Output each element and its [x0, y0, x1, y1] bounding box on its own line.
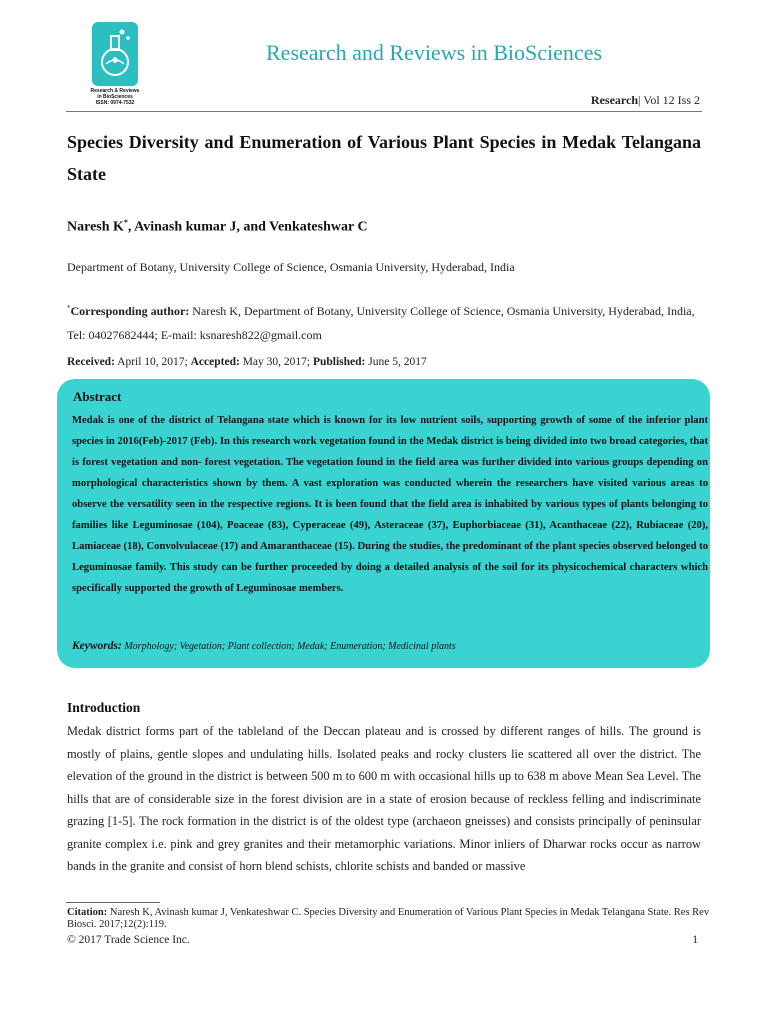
received-date: April 10, 2017;	[114, 356, 191, 368]
copyright: © 2017 Trade Science Inc.	[67, 934, 190, 946]
page-number: 1	[692, 934, 698, 946]
published-label: Published:	[312, 356, 366, 368]
logo-line: Research & Reviews	[90, 88, 140, 94]
keywords-list: Morphology; Vegetation; Plant collection; Medak; Enumeration; Medicinal plants	[121, 641, 456, 652]
article-title: Species Diversity and Enumeration of Various Plant Species in Medak Telangana State	[67, 132, 701, 184]
logo-text	[80, 88, 150, 106]
citation	[67, 907, 717, 931]
logo-issn: ISSN: 0974-7532	[95, 100, 135, 106]
corr-mark: *	[67, 304, 71, 312]
introduction-body: Medak district forms part of the tableland of the Deccan plateau and is crossed by different ranges of hills. The ground is mostly of plains, gentle slopes and undulating hills. Isolated peaks and rocky clusters lie scattered all over the district. The elevation of the ground in the district is between 500 m to 600 m with occasional hills up to 638 m above Mean Sea Level. The hills that are of considerable size in the forest division are in a state of erosion because of reckless felling and indiscriminate grazing [1-5]. The rock formation in the district is of the oldest type (archaeon gneisses) and consists principally of peninsular granite complex i.e. pink and grey granites and their metamorphic variations. Minor inliers of Dharwar rocks occur as narrow bands in the granite and consist of horn blend schists, chlorite schists and banded or massive	[67, 724, 701, 873]
corresponding-author	[67, 296, 707, 347]
accepted-date: May 30, 2017;	[239, 356, 313, 368]
citation-text: Naresh K, Avinash kumar J, Venkateshwar C. Species Diversity and Enumeration of Various Plant Species in Medak Telangana State. Res Rev Biosci. 2017;12(2):119.	[67, 907, 710, 930]
article-dates	[67, 356, 427, 368]
journal-title: Research and Reviews in BioSciences	[266, 40, 603, 65]
footer-rule	[66, 902, 160, 903]
received-label: Received:	[67, 356, 115, 368]
author-list	[67, 218, 368, 236]
affiliation: Department of Botany, University College of Science, Osmania University, Hyderabad, India	[67, 260, 515, 274]
article-type: Research	[590, 93, 639, 107]
header-rule	[66, 111, 702, 112]
corr-label: Corresponding author:	[70, 304, 190, 318]
citation-label: Citation:	[67, 907, 108, 918]
author-mark: *	[123, 218, 128, 227]
flask-logo-icon	[92, 22, 138, 86]
issue-line: Research| Vol 12 Iss 2	[590, 93, 700, 107]
introduction-heading: Introduction	[67, 700, 141, 715]
logo-line: in BioSciences	[97, 94, 133, 100]
author-rest: , Avinash kumar J, and Venkateshwar C	[127, 219, 368, 235]
keywords-label: Keywords:	[72, 640, 122, 652]
abstract-heading: Abstract	[73, 389, 122, 404]
abstract-body: Medak is one of the district of Telangana state which is known for its low nutrient soils, supporting growth of some of the inferior plant species in 2016(Feb)-2017 (Feb). In this research work vegetation found in the Medak district is being divided into two broad categories, that is forest vegetation and non- forest vegetation. The vegetation found in the field area was further divided into various groups depending on morphological characteristics shown by them. A vast exploration was conducted wherein the researchers have visited various areas to observe the versatility seen in the respective regions. It is been found that the field area is inhabited by various types of plants belonging to families like Leguminosae (104), Poaceae (83), Cyperaceae (49), Asteraceae (37), Euphorbiaceae (31), Acanthaceae (22), Rubiaceae (20), Lamiaceae (18), Convolvulaceae (17) and Amaranthaceae (15). During the studies, the predominant of the plant species observed belonged to Leguminosae family. This study can be further proceeded by doing a detailed analysis of the soil for its physicochemical characters which specifically supported the growth of Leguminosae members.	[72, 415, 708, 594]
accepted-label: Accepted:	[190, 356, 240, 368]
journal-logo	[80, 22, 150, 112]
published-date: June 5, 2017	[365, 356, 427, 368]
keywords	[72, 640, 456, 652]
author-first: Naresh K	[67, 219, 124, 235]
corr-text: Naresh K, Department of Botany, University College of Science, Osmania University, Hyderabad, India, Tel: 04027682444; E-mail: ksnaresh822@gmail.com	[67, 304, 695, 342]
volume-issue: Vol 12 Iss 2	[643, 93, 700, 107]
